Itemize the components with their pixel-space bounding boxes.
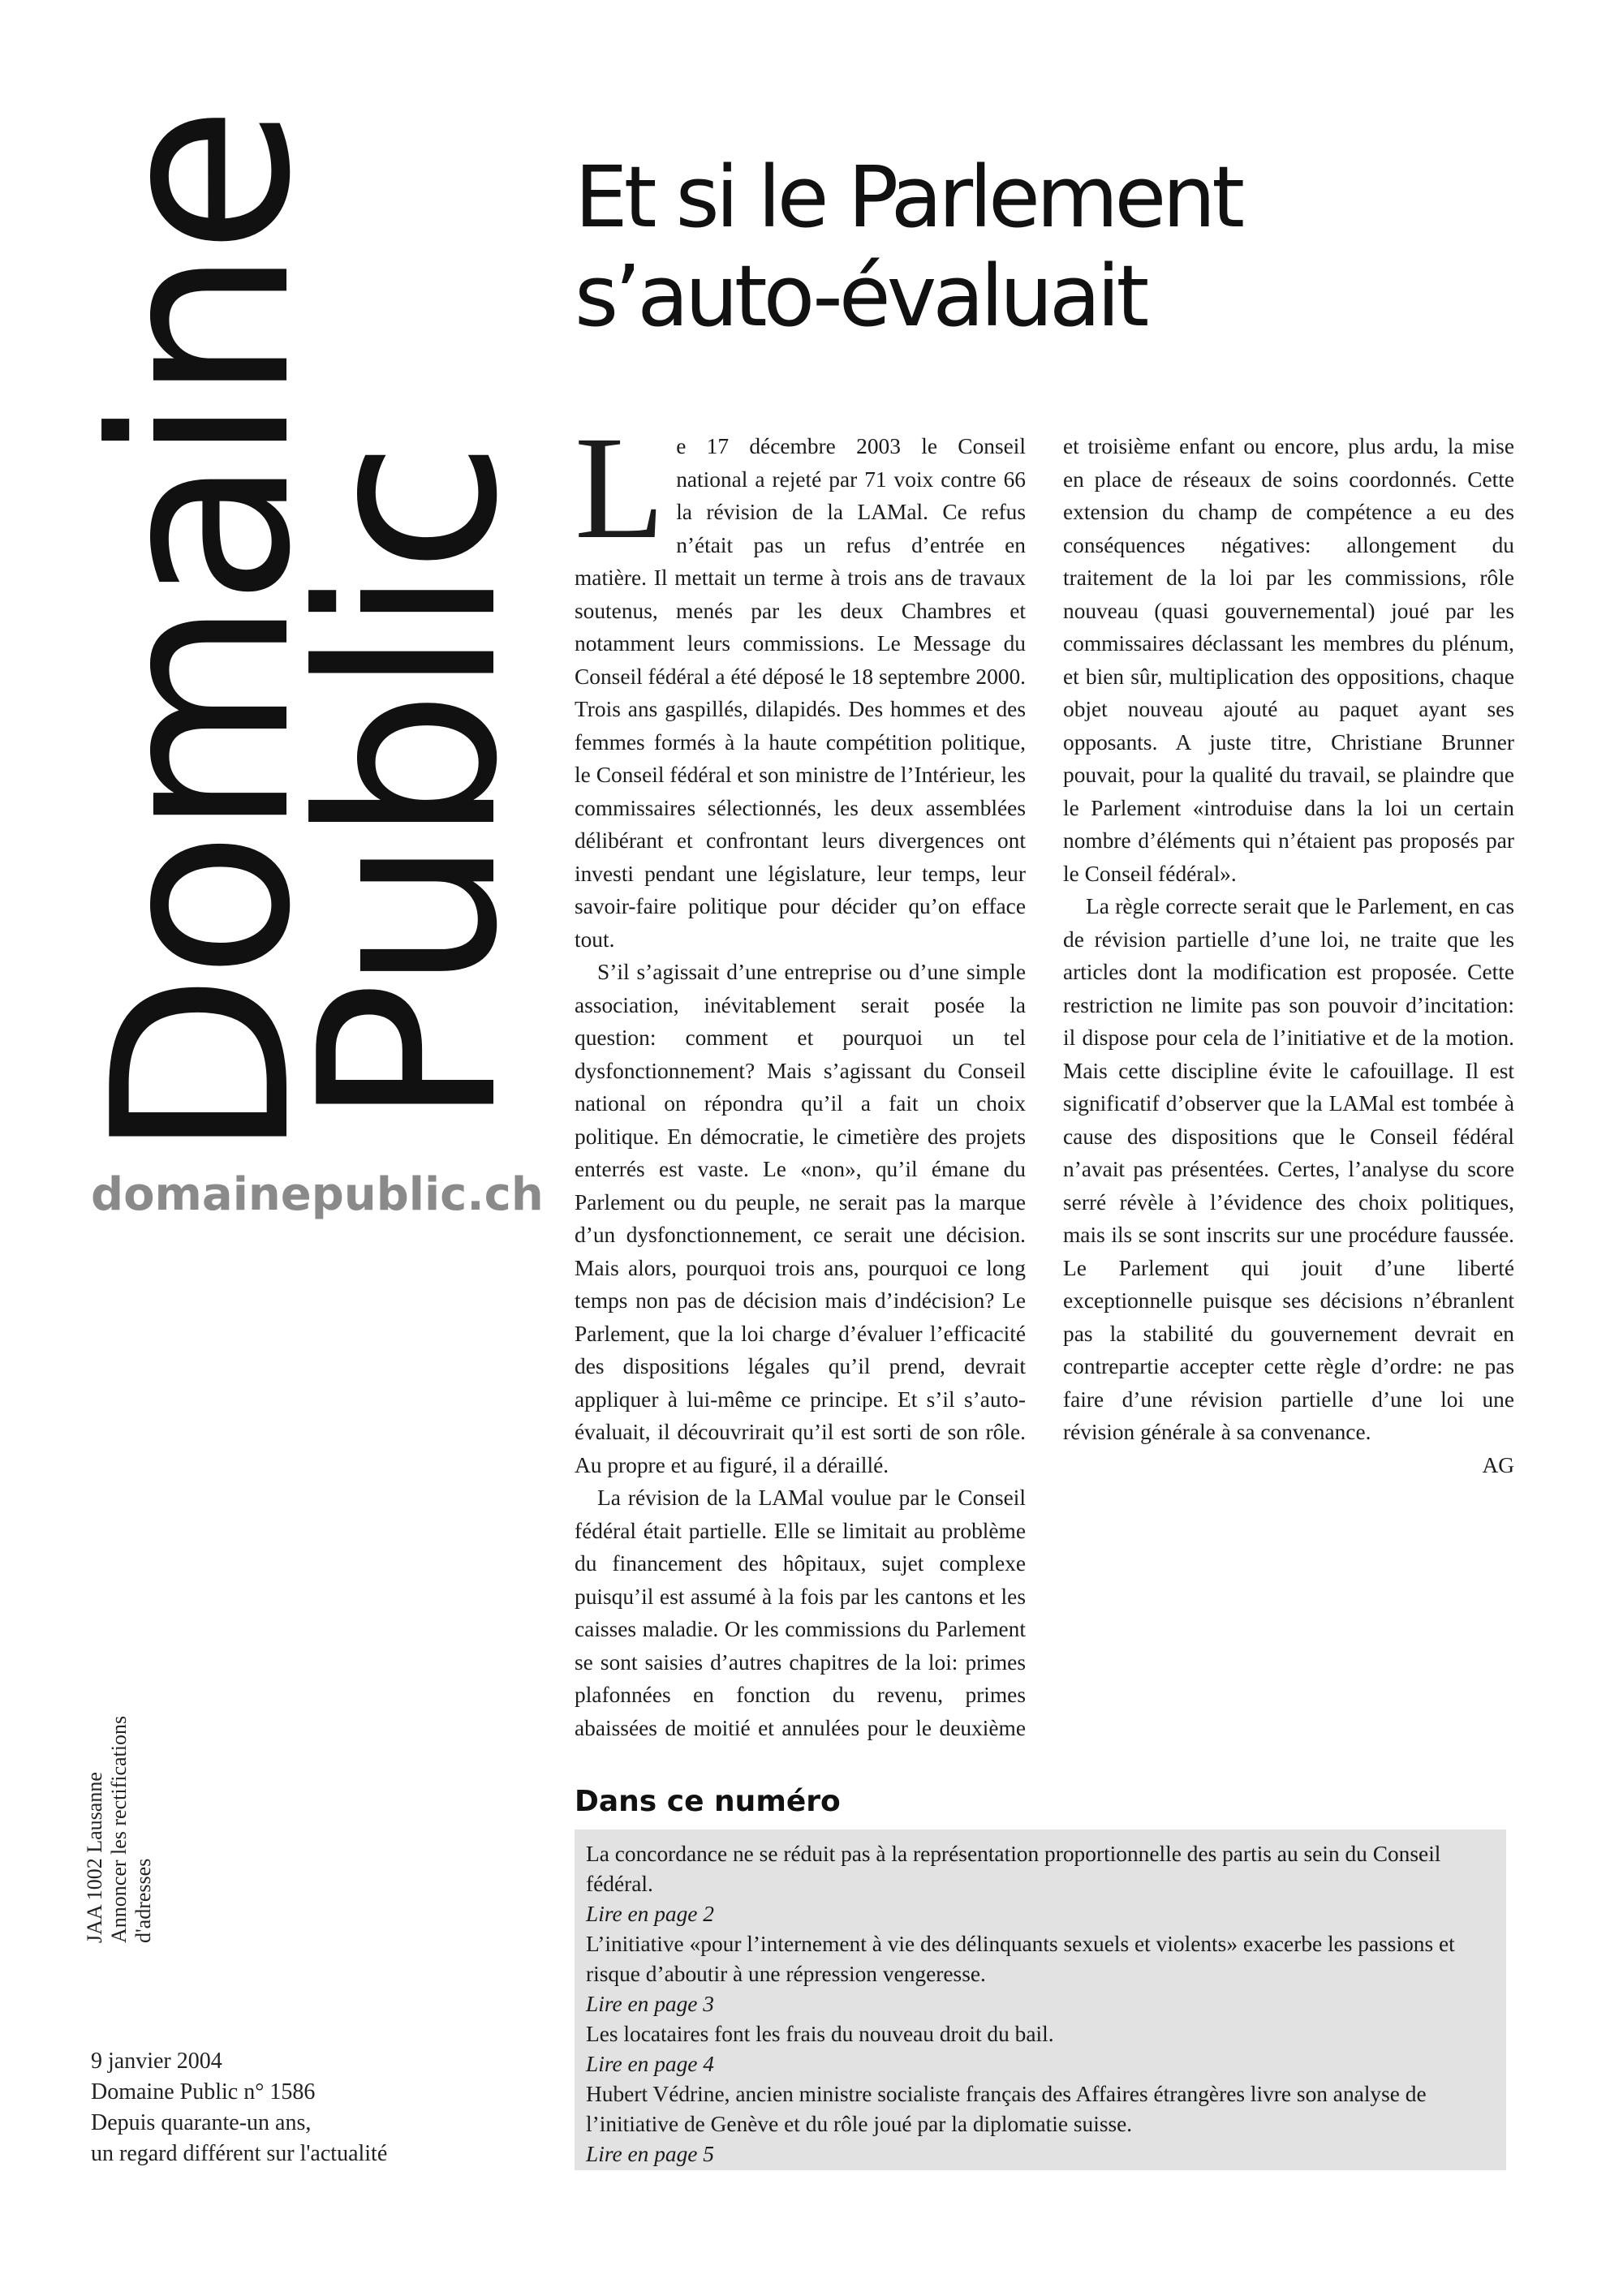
toc-item[interactable]	[586, 2079, 1495, 2169]
toc-page-link[interactable]: Lire en page 5	[586, 2142, 714, 2166]
toc-item[interactable]	[586, 1929, 1495, 2019]
masthead-title-public: Public	[268, 446, 551, 1128]
toc-title: Dans ce numéro	[575, 1785, 841, 1818]
paragraph-text: e 17 décembre 2003 le Conseil national a rejeté par 71 voix contre 66 la révision de la LAMal. Ce refus n’était pas un refus d’entrée en matière. Il mettait un terme à trois ans de travaux soutenus, menés par les deux Chambres et notamment leurs commissions. Le Message du Conseil fédéral a été déposé le 18 septembre 2000. Trois ans gaspillés, dilapidés. Des hommes et des femmes formés à la haute compétition politique, le Conseil fédéral et son ministre de l’Intérieur, les commissaires sélectionnés, les deux assemblées délibérant et confrontant leurs divergences ont investi pendant une législature, leur temps, leur savoir-faire politique pour décider qu’on efface tout.	[575, 434, 1026, 952]
postal-line: Annoncer les rectifications	[107, 1715, 131, 1943]
headline-line: s’auto-évaluait	[575, 247, 1146, 346]
article-body	[575, 406, 1514, 1761]
postal-info	[83, 1667, 156, 1943]
table-of-contents	[575, 1829, 1506, 2170]
issue-tagline: Depuis quarante-un ans,	[91, 2110, 312, 2135]
toc-item[interactable]	[586, 1839, 1495, 1929]
article-paragraph: S’il s’agissait d’une entreprise ou d’une simple association, inévitablement serait posée la question: comment et pourquoi un tel dysfonctionnement? Mais s’agissant du Conseil national on répondra qu’il a fait un choix politique. En démocratie, le cimetière des projets enterrés est vaste. Le «non», qu’il émane du Parlement ou du peuple, ne serait pas la marque d’un dysfonctionnement, ce serait une décision. Mais alors, pourquoi trois ans, pourquoi ce long temps non pas de décision mais d’indécision? Le Parlement, que la loi charge d’évaluer l’efficacité des dispositions légales qu’il prend, devrait appliquer à lui-même ce principe. Et s’il s’auto-évaluait, il découvrirait qu’il est sorti de son rôle. Au propre et au figuré, il a déraillé.	[575, 960, 1026, 1477]
issue-info	[91, 2046, 387, 2169]
toc-item-text: Les locataires font les frais du nouveau droit du bail.	[586, 2022, 1054, 2046]
issue-number: Domaine Public n° 1586	[91, 2079, 316, 2105]
postal-line: d'adresses	[131, 1858, 155, 1943]
toc-page-link[interactable]: Lire en page 4	[586, 2052, 714, 2076]
article-paragraph: La révision de la LAMal voulue par le Conseil fédéral était partielle. Elle se limitait au problème du financement des hôpitaux, sujet complexe puisqu’il est assumé à la fois par les cantons et les caisses maladie. Or les commissions du Parlement se sont saisies d’autres chapitres de la loi: primes plafonnées en fonction du revenu, primes abaissées de moitié et annulées pour le deuxième et troisième enfant ou encore, plus ardu, la mise en place de réseaux de soins coordonnés. Cette extension du champ de compétence a eu des conséquences négatives: allongement du traitement de la loi par les commissions, rôle nouveau (quasi gouvernemental) joué par les commissaires déclassant les membres du plénum, et bien sûr, multiplication des oppositions, chaque objet nouveau ajouté au paquet ayant ses opposants. A juste titre, Christiane Brunner pouvait, pour la qualité du travail, se plaindre que le Parlement «introduise dans la loi un certain nombre d’éléments qui n’étaient pas proposés par le Conseil fédéral».	[575, 434, 1514, 1740]
toc-page-link[interactable]: Lire en page 2	[586, 1902, 714, 1926]
toc-item-text: Hubert Védrine, ancien ministre socialiste français des Affaires étrangères livre son analyse de l’initiative de Genève et du rôle joué par la diplomatie suisse.	[586, 2082, 1427, 2136]
issue-tagline: un regard différent sur l'actualité	[91, 2141, 388, 2166]
postal-line: JAA 1002 Lausanne	[83, 1772, 106, 1943]
article-paragraph	[575, 406, 1026, 956]
issue-date: 9 janvier 2004	[91, 2049, 222, 2074]
toc-page-link[interactable]: Lire en page 3	[586, 1992, 714, 2016]
author-signature: AG	[1482, 1452, 1514, 1477]
article-headline	[575, 148, 1548, 346]
article-paragraph: La règle correcte serait que le Parlement, en cas de révision partielle d’une loi, ne traite que les articles dont la modification est proposée. Cette restriction ne limite pas son pouvoir d’incitation: il dispose pour cela de l’initiative et de la motion. Mais cette discipline évite le cafouillage. Il est significatif d’observer que la LAMal est tombée à cause des dispositions que le Conseil fédéral n’avait pas présentées. Certes, l’analyse du score serré révèle à l’évidence des choix politiques, mais ils se sont inscrits sur une procédure faussée. Le Parlement qui jouit d’une liberté exceptionnelle puisque ses décisions n’ébranlent pas la stabilité du gouvernement devrait en contrepartie accepter cette règle d’ordre: ne pas faire d’une révision partielle d’une loi une révision générale à sa convenance.	[1063, 894, 1514, 1444]
masthead-title-domaine: Domaine	[61, 111, 344, 1160]
headline-line: Et si le Parlement	[575, 148, 1242, 247]
masthead	[0, 0, 568, 1266]
toc-item[interactable]	[586, 2019, 1495, 2079]
website-link[interactable]: domainepublic.ch	[91, 1168, 544, 1221]
toc-item-text: L’initiative «pour l’internement à vie des délinquants sexuels et violents» exacerbe les passions et risque d’aboutir à une répression vengeresse.	[586, 1932, 1455, 1986]
toc-item-text: La concordance ne se réduit pas à la représentation proportionnelle des partis au sein du Conseil fédéral.	[586, 1842, 1441, 1896]
drop-cap: L	[575, 406, 665, 570]
